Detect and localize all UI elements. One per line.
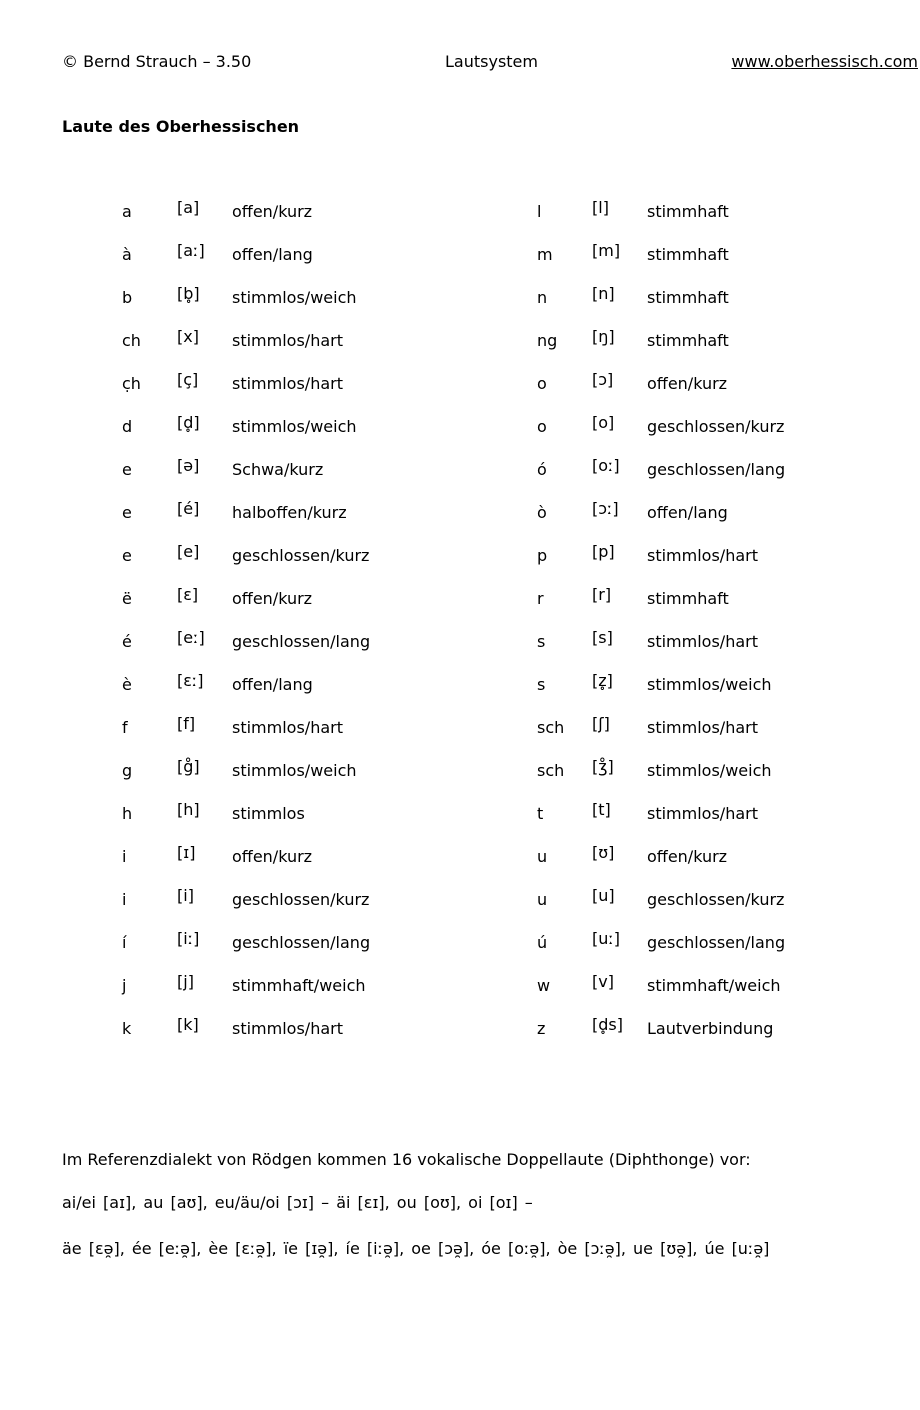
sound-letter: k bbox=[122, 1019, 132, 1038]
sound-description: offen/kurz bbox=[232, 202, 313, 221]
ipa-symbol: [oː] bbox=[592, 456, 620, 475]
sound-description: stimmlos/hart bbox=[647, 546, 758, 565]
sound-description: stimmlos/hart bbox=[232, 331, 343, 350]
sound-letter: ò bbox=[537, 503, 547, 522]
sound-letter: c̣h bbox=[122, 374, 141, 393]
ipa-symbol: [l] bbox=[592, 198, 609, 217]
sound-description: offen/lang bbox=[647, 503, 728, 522]
sound-description: stimmhaft bbox=[647, 331, 729, 350]
ipa-symbol: [n] bbox=[592, 284, 615, 303]
sound-description: stimmhaft/weich bbox=[232, 976, 366, 995]
sound-description: halboffen/kurz bbox=[232, 503, 347, 522]
ipa-symbol: [h] bbox=[177, 800, 200, 819]
sound-description: stimmhaft bbox=[647, 202, 729, 221]
ipa-symbol: [z̥] bbox=[592, 671, 613, 690]
ipa-symbol: [d̥] bbox=[177, 413, 200, 432]
ipa-symbol: [ə] bbox=[177, 456, 200, 475]
sound-letter: ó bbox=[537, 460, 547, 479]
diphthong-line-2: äe [ɛə̯], ée [eːə̯], èe [ɛːə̯], ïe [ɪə̯], íe [iːə̯], oe [ɔə̯], óe [oːə̯], òe [ɔːə̯], ue [ʊə̯], úe [uːə̯] bbox=[62, 1239, 770, 1258]
sound-description: offen/lang bbox=[232, 675, 313, 694]
sound-letter: r bbox=[537, 589, 544, 608]
sound-description: Lautverbindung bbox=[647, 1019, 774, 1038]
sound-description: stimmlos/weich bbox=[232, 288, 357, 307]
ipa-symbol: [t] bbox=[592, 800, 611, 819]
sound-letter: u bbox=[537, 890, 548, 909]
diphthong-line-1: ai/ei [aɪ], au [aʊ], eu/äu/oi [ɔɪ] – äi [ɛɪ], ou [oʊ], oi [oɪ] – bbox=[62, 1193, 533, 1212]
sound-letter: h bbox=[122, 804, 133, 823]
website-link[interactable]: www.oberhessisch.com bbox=[731, 52, 918, 71]
ipa-symbol: [b̥] bbox=[177, 284, 200, 303]
ipa-symbol: [v] bbox=[592, 972, 614, 991]
sound-letter: o bbox=[537, 374, 547, 393]
sound-description: geschlossen/lang bbox=[647, 933, 786, 952]
sound-description: geschlossen/kurz bbox=[647, 890, 785, 909]
sound-description: stimmlos/weich bbox=[647, 675, 772, 694]
sound-description: stimmlos/hart bbox=[647, 718, 758, 737]
ipa-symbol: [ɛ] bbox=[177, 585, 199, 604]
sound-letter: u bbox=[537, 847, 548, 866]
sound-letter: t bbox=[537, 804, 544, 823]
sound-description: stimmhaft/weich bbox=[647, 976, 781, 995]
sound-letter: l bbox=[537, 202, 542, 221]
ipa-symbol: [é] bbox=[177, 499, 200, 518]
ipa-symbol: [s] bbox=[592, 628, 613, 647]
sound-letter: e bbox=[122, 546, 132, 565]
ipa-symbol: [g̊] bbox=[177, 757, 200, 776]
sound-letter: e bbox=[122, 460, 132, 479]
ipa-symbol: [o] bbox=[592, 413, 615, 432]
sound-description: geschlossen/kurz bbox=[647, 417, 785, 436]
ipa-symbol: [ʊ] bbox=[592, 843, 615, 862]
sound-letter: f bbox=[122, 718, 128, 737]
sound-description: Schwa/kurz bbox=[232, 460, 324, 479]
ipa-symbol: [ʃ] bbox=[592, 714, 610, 733]
sound-letter: ch bbox=[122, 331, 141, 350]
sound-description: stimmhaft bbox=[647, 589, 729, 608]
sound-description: stimmlos/hart bbox=[232, 718, 343, 737]
sound-letter: p bbox=[537, 546, 548, 565]
sound-letter: z bbox=[537, 1019, 546, 1038]
ipa-symbol: [d̥s] bbox=[592, 1015, 623, 1034]
sound-description: stimmhaft bbox=[647, 288, 729, 307]
sound-letter: ng bbox=[537, 331, 558, 350]
ipa-symbol: [eː] bbox=[177, 628, 205, 647]
header-title: Lautsystem bbox=[445, 52, 538, 71]
sound-letter: ú bbox=[537, 933, 548, 952]
sound-description: geschlossen/lang bbox=[232, 632, 371, 651]
sound-description: stimmlos/hart bbox=[647, 804, 758, 823]
sound-description: stimmlos/weich bbox=[647, 761, 772, 780]
sound-description: stimmlos/hart bbox=[232, 1019, 343, 1038]
ipa-symbol: [ɔ] bbox=[592, 370, 614, 389]
sound-description: stimmlos bbox=[232, 804, 305, 823]
sound-description: geschlossen/kurz bbox=[232, 546, 370, 565]
sound-description: stimmlos/hart bbox=[647, 632, 758, 651]
sound-letter: è bbox=[122, 675, 132, 694]
sound-letter: e bbox=[122, 503, 132, 522]
ipa-symbol: [ɪ] bbox=[177, 843, 196, 862]
sound-letter: o bbox=[537, 417, 547, 436]
sound-letter: g bbox=[122, 761, 133, 780]
sound-description: offen/kurz bbox=[647, 374, 728, 393]
ipa-symbol: [uː] bbox=[592, 929, 621, 948]
sound-description: offen/kurz bbox=[232, 847, 313, 866]
ipa-symbol: [a] bbox=[177, 198, 200, 217]
sound-description: stimmlos/weich bbox=[232, 761, 357, 780]
sound-description: offen/kurz bbox=[232, 589, 313, 608]
ipa-symbol: [p] bbox=[592, 542, 615, 561]
sound-letter: s bbox=[537, 675, 546, 694]
sound-letter: w bbox=[537, 976, 551, 995]
ipa-symbol: [r] bbox=[592, 585, 612, 604]
ipa-symbol: [iː] bbox=[177, 929, 200, 948]
sound-letter: é bbox=[122, 632, 132, 651]
diphthong-intro: Im Referenzdialekt von Rödgen kommen 16 vokalische Doppellaute (Diphthonge) vor: bbox=[62, 1150, 751, 1169]
ipa-symbol: [j] bbox=[177, 972, 194, 991]
ipa-symbol: [ç] bbox=[177, 370, 199, 389]
sound-letter: d bbox=[122, 417, 133, 436]
page-title: Laute des Oberhessischen bbox=[62, 117, 300, 136]
ipa-symbol: [f] bbox=[177, 714, 196, 733]
ipa-symbol: [ŋ] bbox=[592, 327, 615, 346]
sound-letter: í bbox=[122, 933, 127, 952]
ipa-symbol: [x] bbox=[177, 327, 199, 346]
sound-letter: m bbox=[537, 245, 553, 264]
sound-description: stimmlos/weich bbox=[232, 417, 357, 436]
sound-description: offen/kurz bbox=[647, 847, 728, 866]
sound-description: stimmhaft bbox=[647, 245, 729, 264]
ipa-symbol: [i] bbox=[177, 886, 194, 905]
ipa-symbol: [ʒ̊] bbox=[592, 757, 614, 776]
ipa-symbol: [e] bbox=[177, 542, 200, 561]
sound-letter: s bbox=[537, 632, 546, 651]
sound-description: geschlossen/lang bbox=[232, 933, 371, 952]
copyright-notice: © Bernd Strauch – 3.50 bbox=[62, 52, 252, 71]
sound-letter: à bbox=[122, 245, 132, 264]
ipa-symbol: [m] bbox=[592, 241, 621, 260]
ipa-symbol: [k] bbox=[177, 1015, 199, 1034]
sound-description: geschlossen/kurz bbox=[232, 890, 370, 909]
sound-description: geschlossen/lang bbox=[647, 460, 786, 479]
sound-letter: sch bbox=[537, 761, 565, 780]
sound-letter: j bbox=[122, 976, 127, 995]
sound-letter: a bbox=[122, 202, 132, 221]
ipa-symbol: [aː] bbox=[177, 241, 205, 260]
sound-description: offen/lang bbox=[232, 245, 313, 264]
sound-letter: b bbox=[122, 288, 133, 307]
ipa-symbol: [u] bbox=[592, 886, 615, 905]
sound-letter: sch bbox=[537, 718, 565, 737]
ipa-symbol: [ɛː] bbox=[177, 671, 204, 690]
sound-description: stimmlos/hart bbox=[232, 374, 343, 393]
sound-letter: i bbox=[122, 847, 127, 866]
sound-letter: ë bbox=[122, 589, 132, 608]
sound-letter: i bbox=[122, 890, 127, 909]
page-header bbox=[0, 52, 920, 74]
ipa-symbol: [ɔː] bbox=[592, 499, 619, 518]
sound-letter: n bbox=[537, 288, 548, 307]
